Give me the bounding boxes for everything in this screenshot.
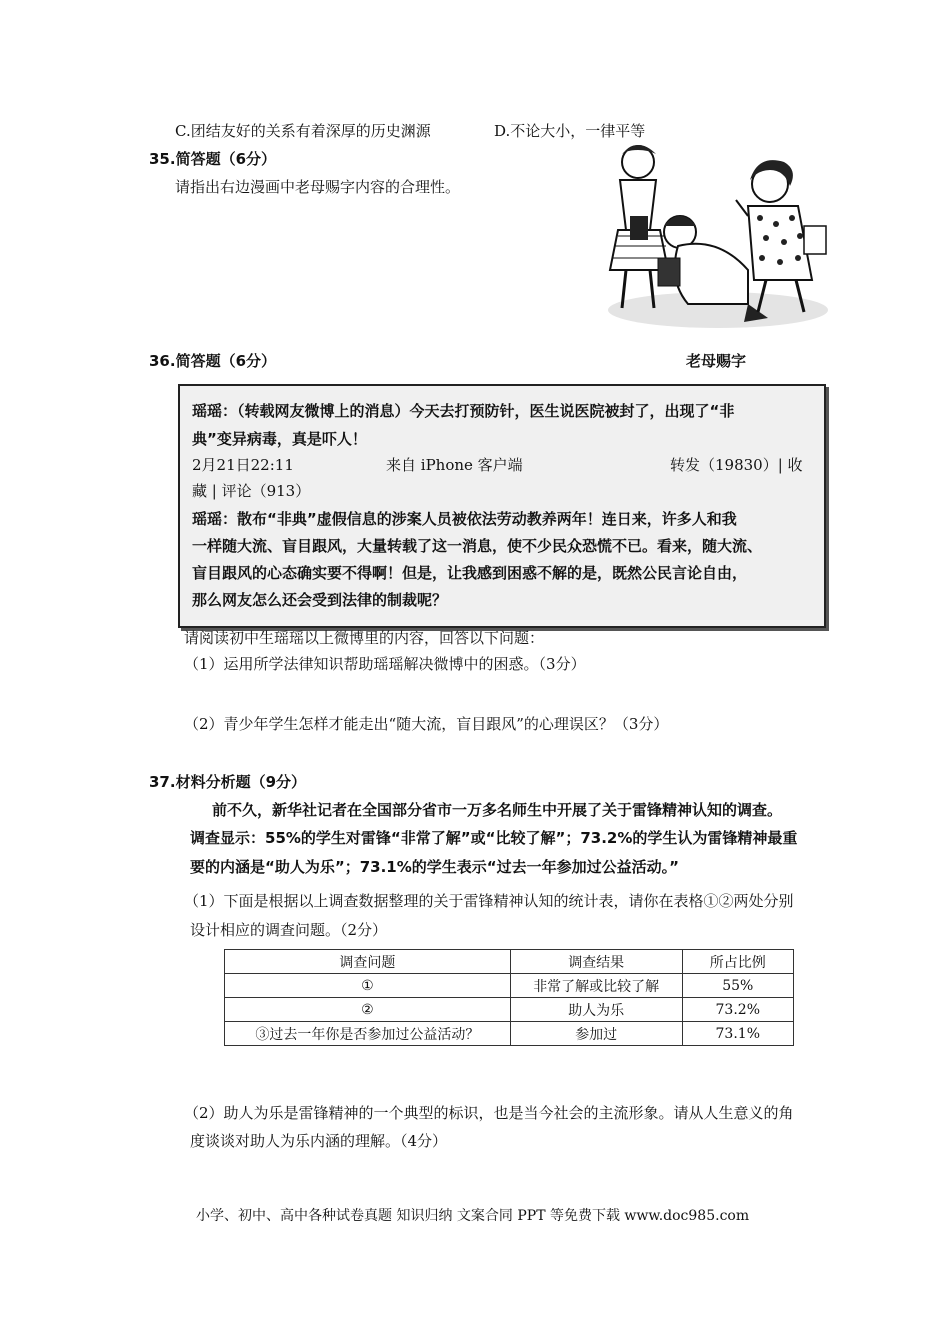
weibo-meta-line-2: 藏 | 评论（913） xyxy=(192,482,311,500)
q35-prompt: 请指出右边漫画中老母赐字内容的合理性。 xyxy=(175,178,461,196)
q37-para-line-3: 要的内涵是“助人为乐”；73.1%的学生表示“过去一年参加过公益活动。” xyxy=(190,858,679,876)
q36-sub2: （2）青少年学生怎样才能走出“随大流，盲目跟风”的心理误区？（3分） xyxy=(184,715,669,733)
table-cell: 55% xyxy=(682,974,793,998)
q37-sub2-line-2: 度谈谈对助人为乐内涵的理解。（4分） xyxy=(190,1132,448,1150)
q37-para-line-2: 调查显示：55%的学生对雷锋“非常了解”或“比较了解”；73.2%的学生认为雷锋精神最重 xyxy=(190,829,798,847)
table-row xyxy=(225,1022,794,1046)
q34-option-c: C.团结友好的关系有着深厚的历史渊源 xyxy=(175,122,431,140)
q37-title: 37.材料分析题（9分） xyxy=(149,773,307,791)
q34-option-d: D.不论大小，一律平等 xyxy=(494,122,646,140)
weibo-line-5: 瑶瑶：散布“非典”虚假信息的涉案人员被依法劳动教养两年！连日来，许多人和我 xyxy=(192,510,737,528)
table-header-cell: 调查结果 xyxy=(510,950,682,974)
weibo-line-8: 那么网友怎么还会受到法律的制裁呢？ xyxy=(192,591,448,609)
table-header-row xyxy=(225,950,794,974)
weibo-line-1: 瑶瑶：（转载网友微博上的消息）今天去打预防针，医生说医院被封了，出现了“非 xyxy=(192,402,735,420)
weibo-line-2: 典”变异病毒，真是吓人！ xyxy=(192,430,367,448)
cartoon-illustration xyxy=(598,140,840,334)
table-cell: ③过去一年你是否参加过公益活动？ xyxy=(225,1022,511,1046)
weibo-line-6: 一样随大流、盲目跟风，大量转载了这一消息，使不少民众恐慌不已。看来，随大流、 xyxy=(192,537,763,555)
table-cell: 参加过 xyxy=(510,1022,682,1046)
table-cell: ② xyxy=(225,998,511,1022)
table-cell: 73.1% xyxy=(682,1022,793,1046)
table-cell: ① xyxy=(225,974,511,998)
survey-table xyxy=(224,949,794,1046)
q37-sub1-line-1: （1）下面是根据以上调查数据整理的关于雷锋精神认知的统计表，请你在表格①②两处分别 xyxy=(184,892,794,910)
cartoon-caption: 老母赐字 xyxy=(686,352,747,370)
weibo-meta-repost: 转发（19830）| 收 xyxy=(670,456,803,474)
q35-title: 35.简答题（6分） xyxy=(149,150,277,168)
q36-title: 36.简答题（6分） xyxy=(149,352,277,370)
table-row xyxy=(225,998,794,1022)
q37-sub1-line-2: 设计相应的调查问题。（2分） xyxy=(190,921,388,939)
weibo-post-box xyxy=(178,384,826,628)
q36-instruction: 请阅读初中生瑶瑶以上微博里的内容，回答以下问题： xyxy=(184,629,545,647)
page-footer: 小学、初中、高中各种试卷真题 知识归纳 文案合同 PPT 等免费下载 www.doc985.com xyxy=(196,1208,750,1224)
weibo-meta-source: 来自 iPhone 客户端 xyxy=(386,456,523,474)
table-header-cell: 调查问题 xyxy=(225,950,511,974)
table-cell: 助人为乐 xyxy=(510,998,682,1022)
table-header-cell: 所占比例 xyxy=(682,950,793,974)
table-cell: 非常了解或比较了解 xyxy=(510,974,682,998)
q36-sub1: （1）运用所学法律知识帮助瑶瑶解决微博中的困惑。（3分） xyxy=(184,655,586,673)
table-cell: 73.2% xyxy=(682,998,793,1022)
weibo-meta-time: 2月21日22:11 xyxy=(192,456,294,474)
q37-sub2-line-1: （2）助人为乐是雷锋精神的一个典型的标识，也是当今社会的主流形象。请从人生意义的角 xyxy=(184,1104,794,1122)
q37-para-line-1: 前不久，新华社记者在全国部分省市一万多名师生中开展了关于雷锋精神认知的调查。 xyxy=(212,801,783,819)
weibo-line-7: 盲目跟风的心态确实要不得啊！但是，让我感到困惑不解的是，既然公民言论自由， xyxy=(192,564,748,582)
table-row xyxy=(225,974,794,998)
